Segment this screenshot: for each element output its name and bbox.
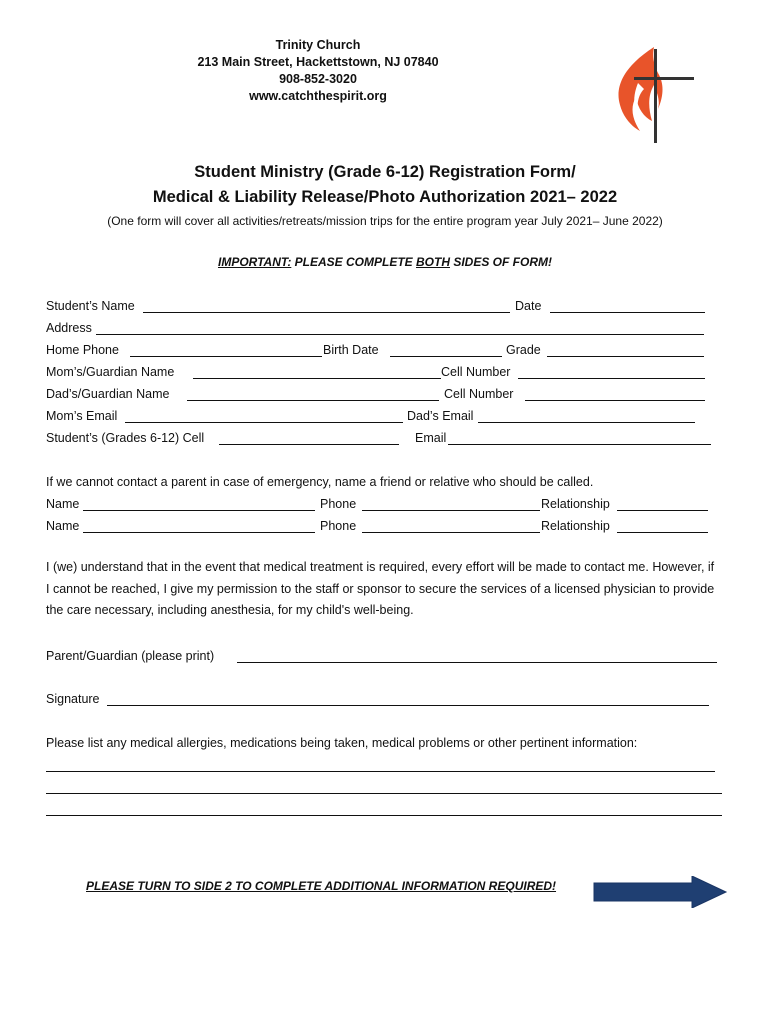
medical-info-line-3[interactable]: [46, 815, 722, 816]
email-label: Email: [415, 431, 447, 445]
parent-print-label: Parent/Guardian (please print): [46, 649, 215, 663]
right-arrow-icon: [592, 876, 728, 908]
student-name-field[interactable]: [143, 312, 510, 313]
date-label: Date: [515, 299, 542, 313]
mom-name-label: Mom’s/Guardian Name: [46, 365, 175, 379]
form-title-line-2: Medical & Liability Release/Photo Authorization 2021– 2022: [152, 188, 618, 206]
cell-number-2-label: Cell Number: [444, 387, 514, 401]
emergency-phone-2-label: Phone: [320, 519, 357, 533]
student-name-label: Student’s Name: [46, 299, 135, 313]
dad-email-field[interactable]: [478, 422, 695, 423]
address-label: Address: [46, 321, 92, 335]
emergency-phone-1-label: Phone: [320, 497, 357, 511]
cell-number-1-field[interactable]: [518, 378, 705, 379]
medical-info-line-2[interactable]: [46, 793, 722, 794]
emergency-intro: If we cannot contact a parent in case of emergency, name a friend or relative who should be called.: [46, 475, 594, 489]
emergency-relationship-2-field[interactable]: [617, 532, 708, 533]
church-address: 213 Main Street, Hackettstown, NJ 07840: [197, 55, 439, 69]
email-field[interactable]: [448, 444, 711, 445]
turn-page-note: PLEASE TURN TO SIDE 2 TO COMPLETE ADDITIONAL INFORMATION REQUIRED!: [86, 879, 557, 893]
emergency-relationship-2-label: Relationship: [541, 519, 610, 533]
grade-label: Grade: [506, 343, 541, 357]
form-scope-note: (One form will cover all activities/retreats/mission trips for the entire program year July 2021– June 2022): [107, 214, 663, 228]
dad-email-label: Dad’s Email: [407, 409, 474, 423]
home-phone-label: Home Phone: [46, 343, 119, 357]
medical-info-line-1[interactable]: [46, 771, 715, 772]
important-both: BOTH: [416, 255, 450, 269]
cross-and-flame-icon: [608, 43, 696, 145]
important-notice: [40, 255, 730, 269]
important-text-before: PLEASE COMPLETE: [291, 255, 416, 269]
emergency-phone-2-field[interactable]: [362, 532, 540, 533]
grade-field[interactable]: [547, 356, 704, 357]
cell-number-2-field[interactable]: [525, 400, 705, 401]
church-website: www.catchthespirit.org: [249, 89, 387, 103]
address-field[interactable]: [96, 334, 704, 335]
dad-name-field[interactable]: [187, 400, 439, 401]
medical-info-prompt: Please list any medical allergies, medications being taken, medical problems or other pertinent information:: [46, 736, 638, 750]
cell-number-1-label: Cell Number: [441, 365, 511, 379]
emergency-phone-1-field[interactable]: [362, 510, 540, 511]
church-header: [168, 37, 468, 105]
signature-label: Signature: [46, 692, 100, 706]
emergency-name-2-label: Name: [46, 519, 80, 533]
church-phone: 908-852-3020: [279, 72, 357, 86]
student-cell-label: Student’s (Grades 6-12) Cell: [46, 431, 205, 445]
signature-field[interactable]: [107, 705, 709, 706]
date-field[interactable]: [550, 312, 705, 313]
emergency-name-1-label: Name: [46, 497, 80, 511]
emergency-name-2-field[interactable]: [83, 532, 315, 533]
emergency-relationship-1-field[interactable]: [617, 510, 708, 511]
mom-email-field[interactable]: [125, 422, 403, 423]
parent-print-field[interactable]: [237, 662, 717, 663]
home-phone-field[interactable]: [130, 356, 322, 357]
important-lead: IMPORTANT:: [217, 255, 292, 269]
birth-date-field[interactable]: [390, 356, 502, 357]
dad-name-label: Dad’s/Guardian Name: [46, 387, 170, 401]
birth-date-label: Birth Date: [323, 343, 379, 357]
mom-email-label: Mom’s Email: [46, 409, 118, 423]
emergency-name-1-field[interactable]: [83, 510, 315, 511]
student-cell-field[interactable]: [219, 444, 399, 445]
important-text-after: SIDES OF FORM!: [450, 255, 552, 269]
medical-consent-text: I (we) understand that in the event that medical treatment is required, every effort will be made to contact me. However, if I cannot be reached, I give my permission to the staff or sponsor to secure the services of a licensed physician to provide the care necessary, including anesthesia, for my child's well-being.: [46, 560, 715, 617]
mom-name-field[interactable]: [193, 378, 441, 379]
emergency-relationship-1-label: Relationship: [541, 497, 610, 511]
church-name: Trinity Church: [275, 38, 361, 52]
form-title-line-1: Student Ministry (Grade 6-12) Registration Form/: [194, 163, 576, 181]
